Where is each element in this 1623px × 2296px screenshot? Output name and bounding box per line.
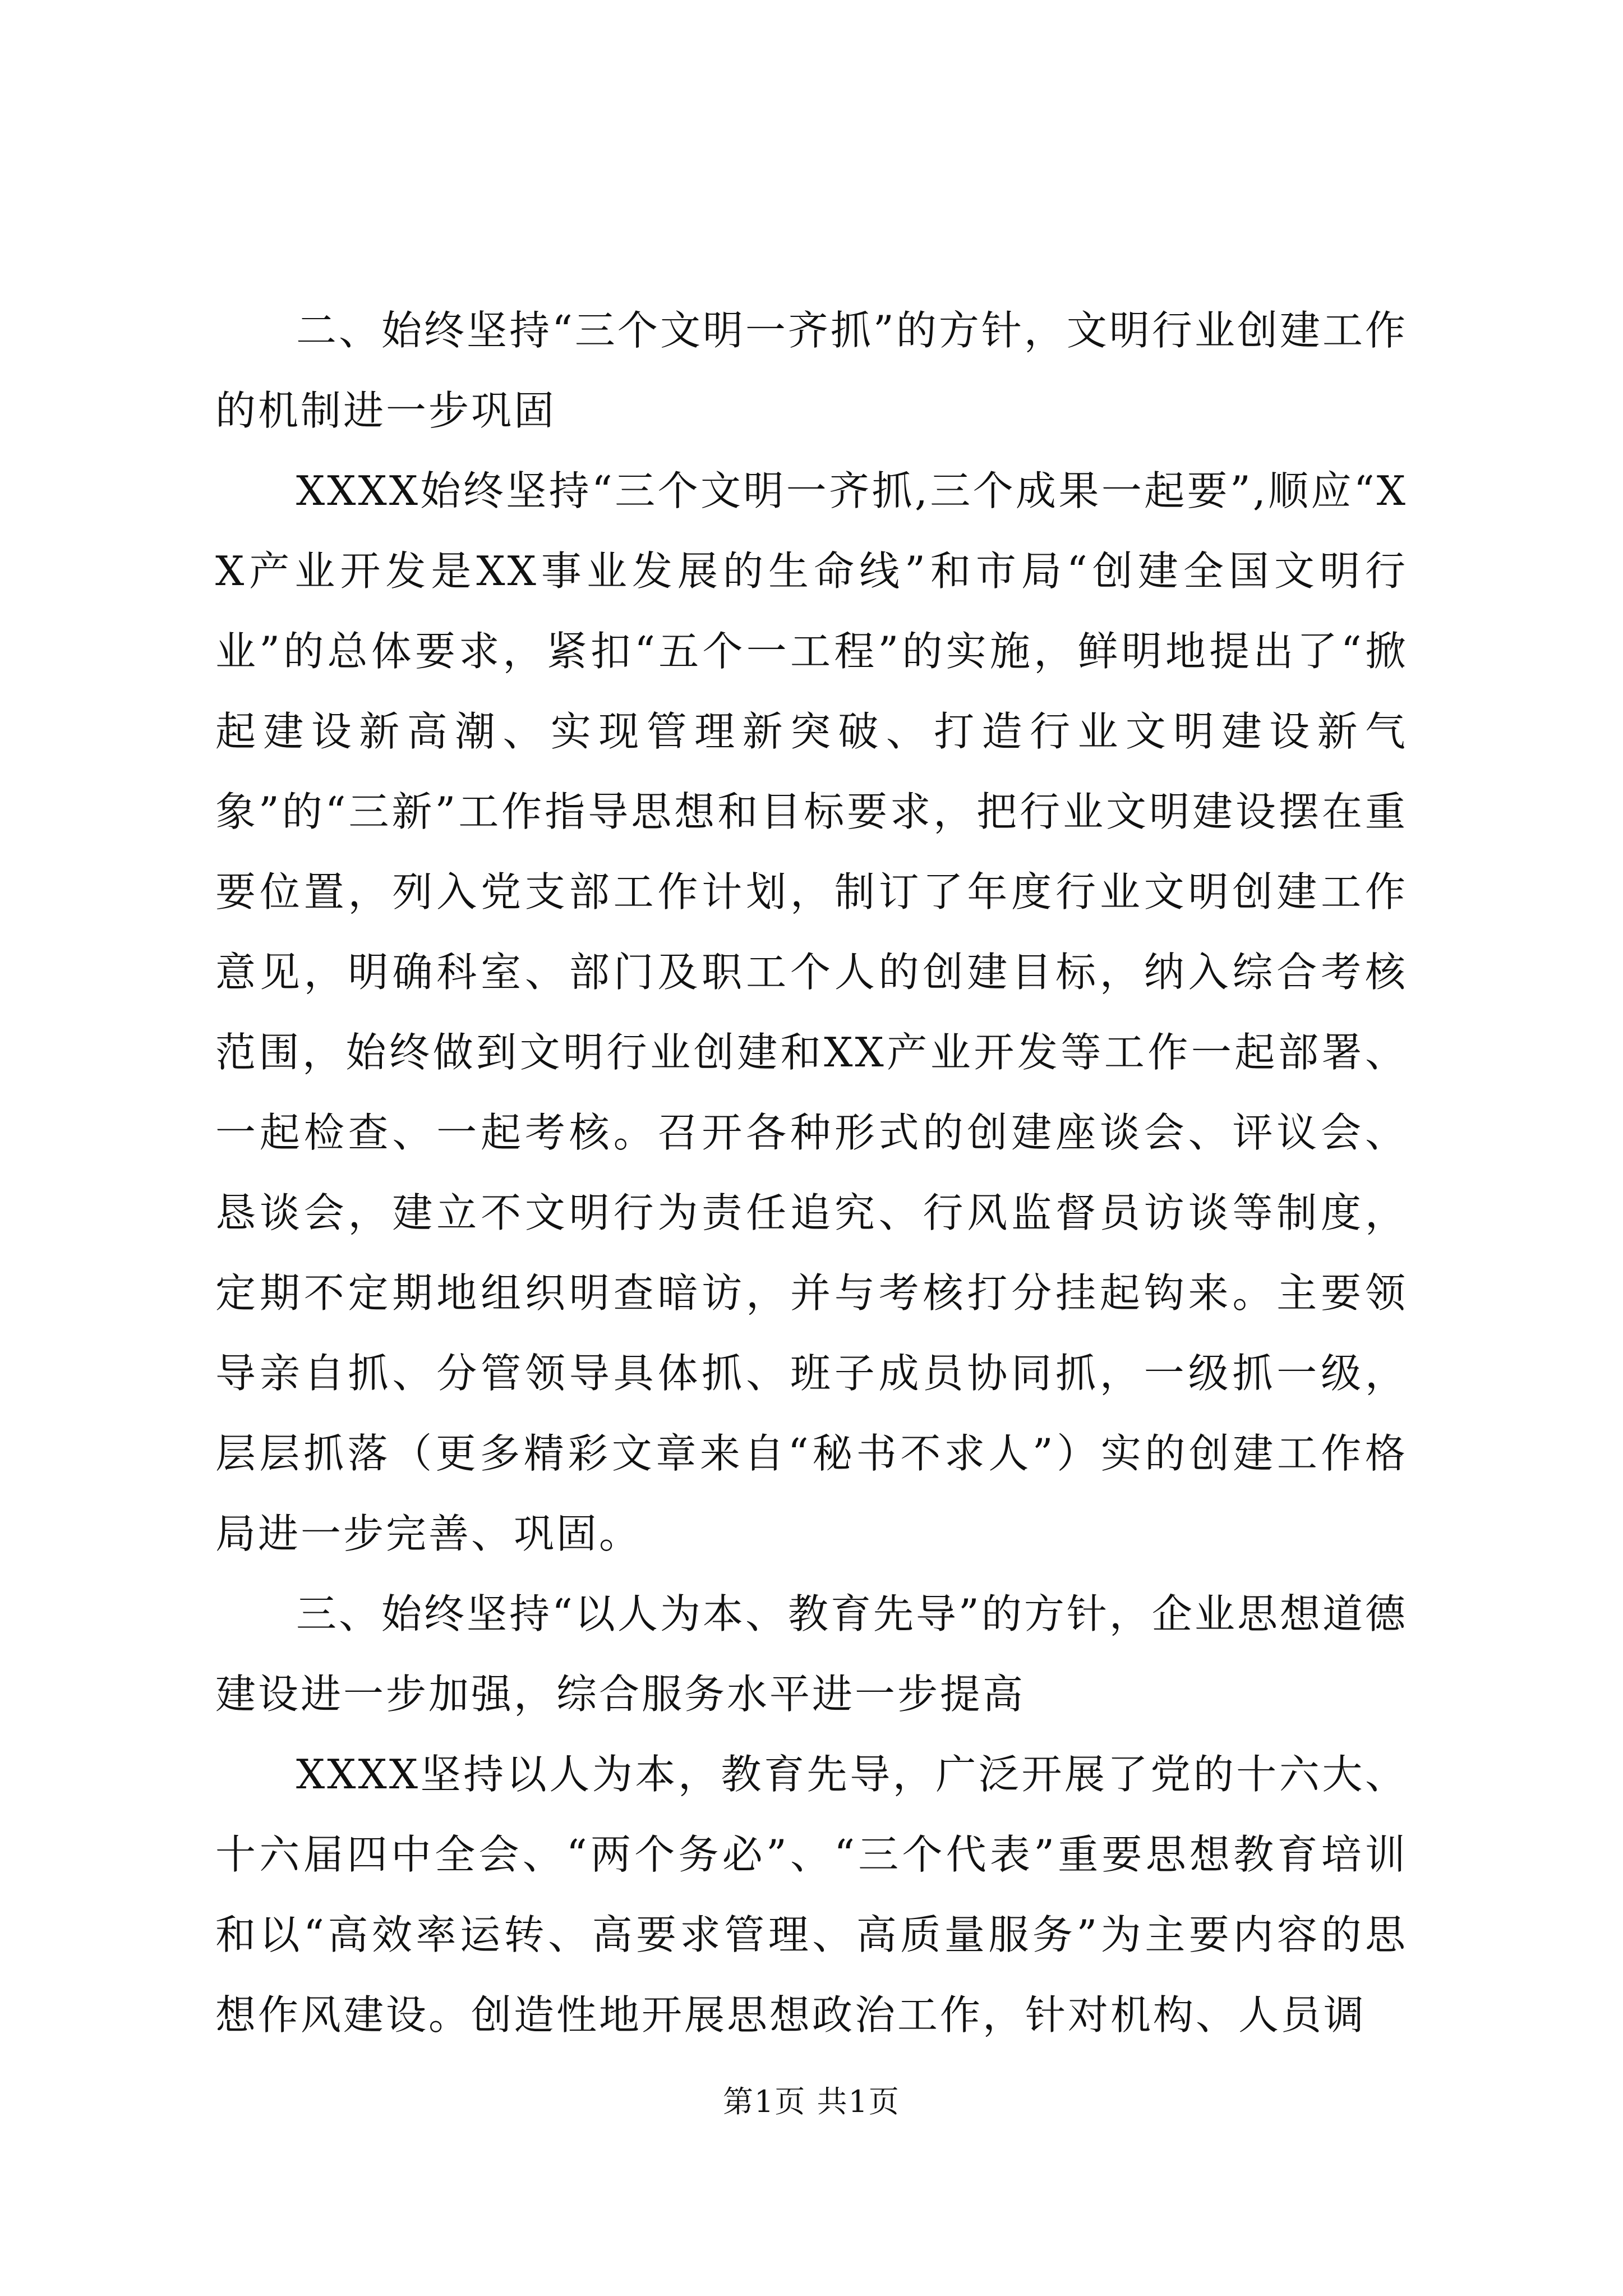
page-footer: 第1页 共1页 <box>723 2084 900 2119</box>
body-paragraph: XXXX始终坚持“三个文明一齐抓,三个成果一起要”,顺应“XX产业开发是XX事业发展的生命线”和市局“创建全国文明行业”的总体要求，紧扣“五个一工程”的实施，鲜明地提出了“掀起建设新高潮、实现管理新突破、打造行业文明建设新气象”的“三新”工作指导思想和目标要求，把行业文明建设摆在重要位置，列入党支部工作计划，制订了年度行业文明创建工作意见，明确科室、部门及职工个人的创建目标，纳入综合考核范围，始终做到文明行业创建和XX产业开发等工作一起部署、一起检查、一起考核。召开各种形式的创建座谈会、评议会、恳谈会，建立不文明行为责任追究、行风监督员访谈等制度，定期不定期地组织明查暗访，并与考核打分挂起钩来。主要领导亲自抓、分管领导具体抓、班子成员协同抓，一级抓一级，层层抓落（更多精彩文章来自“秘书不求人”）实的创建工作格局进一步完善、巩固。 <box>215 467 1408 1557</box>
document-body <box>215 291 1408 2055</box>
section-heading-2: 二、始终坚持“三个文明一齐抓”的方针，文明行业创建工作的机制进一步巩固 <box>215 307 1408 434</box>
body-paragraph: XXXX坚持以人为本，教育先导，广泛开展了党的十六大、十六届四中全会、“两个务必”、“三个代表”重要思想教育培训和以“高效率运转、高要求管理、高质量服务”为主要内容的思想作风建设。创造性地开展思想政治工作，针对机构、人员调 <box>215 1751 1408 2039</box>
section-heading-3: 三、始终坚持“以人为本、教育先导”的方针，企业思想道德建设进一步加强，综合服务水平进一步提高 <box>215 1590 1408 1718</box>
